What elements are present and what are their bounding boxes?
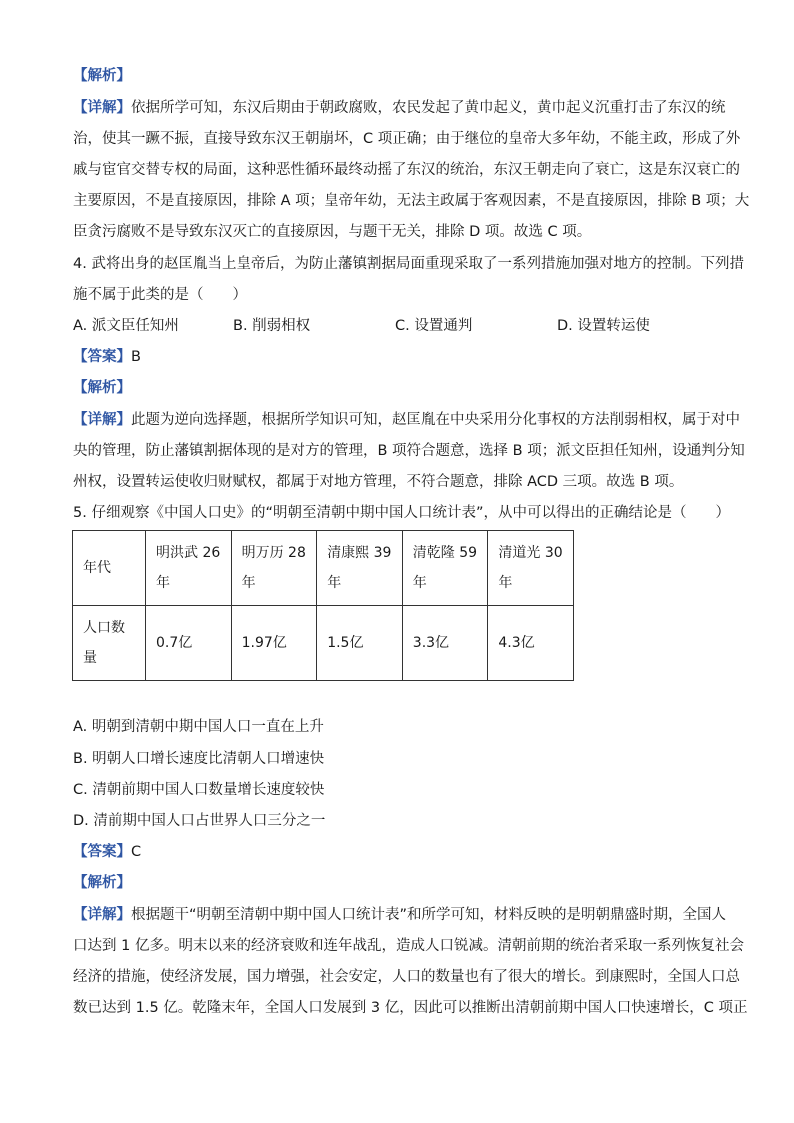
table-cell-period: 明洪武 26 年 [146, 531, 232, 606]
table-cell-value: 4.3亿 [488, 606, 574, 681]
table-cell-period: 清乾隆 59 年 [402, 531, 488, 606]
table-cell-header: 年代 [73, 531, 146, 606]
detail-line: 治，使其一蹶不振，直接导致东汉王朝崩坏，C 项正确；由于继位的皇帝大多年幼，不能主政，形成了外 [73, 131, 741, 147]
option-d: D. 清前期中国人口占世界人口三分之一 [73, 813, 326, 829]
detail-line: 数已达到 1.5 亿。乾隆末年，全国人口发展到 3 亿，因此可以推断出清朝前期中国人口快速增长，C 项正 [73, 1000, 748, 1016]
answer-line [73, 842, 723, 862]
answer-tag: 【答案】 [73, 844, 131, 860]
option-b: B. 明朝人口增长速度比清朝人口增速快 [73, 751, 325, 767]
detail-line: 州权，设置转运使收归财赋权，都属于对地方管理，不符合题意，排除 ACD 三项。故选 B 项。 [73, 474, 684, 490]
question-4-stem-cont: 施不属于此类的是（ ） [73, 287, 247, 303]
question-4-stem: 4. 武将出身的赵匡胤当上皇帝后，为防止藩镇割据局面重现采取了一系列措施加强对地方的控制。下列措 [73, 256, 744, 272]
question-5-stem: 5. 仔细观察《中国人口史》的“明朝至清朝中期中国人口统计表”，从中可以得出的正确结论是（ ） [73, 505, 730, 521]
option-c: C. 清朝前期中国人口数量增长速度较快 [73, 782, 325, 798]
answer-tag: 【答案】 [73, 349, 131, 365]
detail-line: 主要原因，不是直接原因，排除 A 项；皇帝年幼，无法主政属于客观因素，不是直接原因，排除 B 项；大 [73, 193, 750, 209]
detail-line: 臣贪污腐败不是导致东汉灭亡的直接原因，与题干无关，排除 D 项。故选 C 项。 [73, 224, 592, 240]
option-c: C. 设置通判 [395, 318, 473, 334]
table-row [73, 606, 574, 681]
detail-line: 经济的措施，使经济发展，国力增强，社会安定，人口的数量也有了很大的增长。到康熙时，全国人口总 [73, 969, 740, 985]
detail-tag: 【详解】 [73, 907, 131, 923]
detail-line: 央的管理，防止藩镇割据体现的是对方的管理，B 项符合题意，选择 B 项；派文臣担任知州，设通判分知 [73, 443, 745, 459]
analysis-tag: 【解析】 [73, 68, 131, 84]
detail-tag: 【详解】 [73, 412, 131, 428]
answer-value: B [131, 349, 141, 365]
detail-line: 【详解】此题为逆向选择题，根据所学知识可知，赵匡胤在中央采用分化事权的方法削弱相权，属于对中 [73, 412, 740, 428]
analysis-tag: 【解析】 [73, 875, 131, 891]
table-cell-period: 清道光 30 年 [488, 531, 574, 606]
detail-line: 戚与宦官交替专权的局面，这种恶性循环最终动摇了东汉的统治，东汉王朝走向了衰亡，这是东汉衰亡的 [73, 162, 740, 178]
table-cell-value: 3.3亿 [402, 606, 488, 681]
table-cell-header: 人口数量 [73, 606, 146, 681]
table-cell-value: 1.5亿 [317, 606, 403, 681]
option-a: A. 明朝到清朝中期中国人口一直在上升 [73, 719, 324, 735]
table-cell-period: 明万历 28 年 [231, 531, 317, 606]
table-cell-value: 0.7亿 [146, 606, 232, 681]
option-d: D. 设置转运使 [557, 318, 650, 334]
table-cell-value: 1.97亿 [231, 606, 317, 681]
table-row [73, 531, 574, 606]
answer-value: C [131, 844, 142, 860]
detail-line: 口达到 1 亿多。明末以来的经济衰败和连年战乱，造成人口锐减。清朝前期的统治者采取一系列恢复社会 [73, 938, 744, 954]
table-cell-period: 清康熙 39 年 [317, 531, 403, 606]
option-b: B. 削弱相权 [233, 318, 311, 334]
detail-line: 【详解】根据题干“明朝至清朝中期中国人口统计表”和所学可知，材料反映的是明朝鼎盛时期，全国人 [73, 907, 727, 923]
analysis-tag: 【解析】 [73, 380, 131, 396]
detail-tag: 【详解】 [73, 100, 131, 116]
detail-line: 【详解】依据所学可知，东汉后期由于朝政腐败，农民发起了黄巾起义，黄巾起义沉重打击了东汉的统 [73, 100, 726, 116]
population-table [72, 530, 574, 681]
answer-line [73, 347, 723, 367]
option-a: A. 派文臣任知州 [73, 318, 179, 334]
